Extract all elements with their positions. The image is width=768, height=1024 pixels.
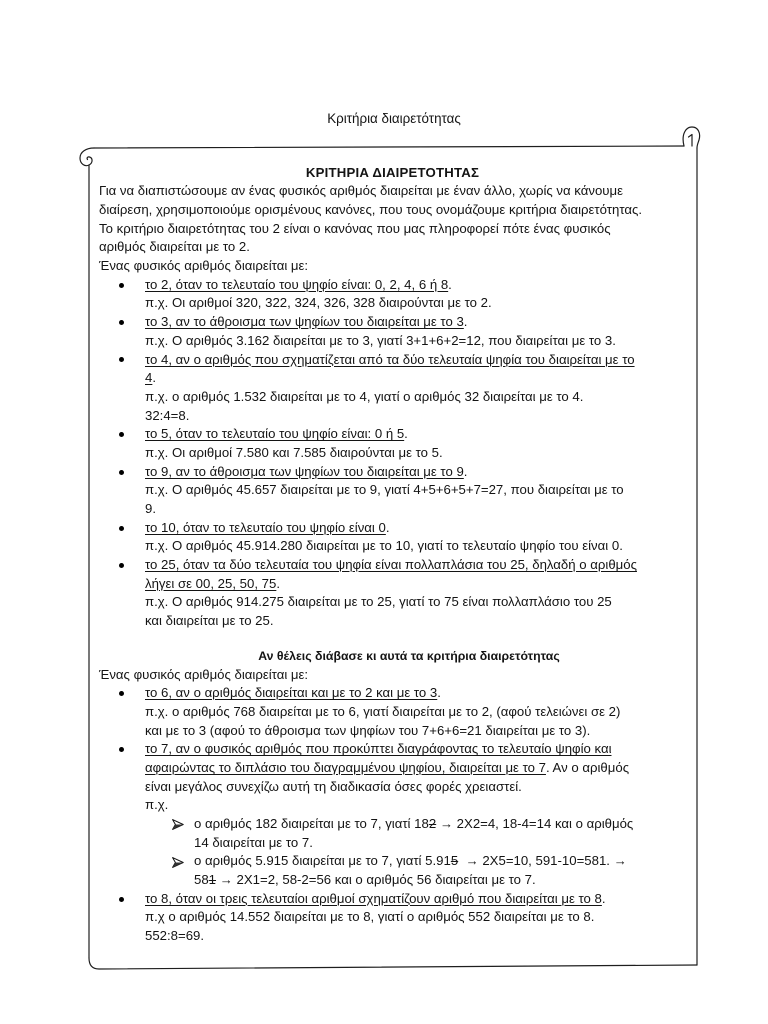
rule-end: . [463,314,468,330]
rule-text: το 6, αν ο αριθμός διαιρείται και με το 2 και με το 3 [145,685,438,701]
bullet-dot-icon [119,526,124,531]
struck-digit: 1 [208,872,217,888]
rule-end: . [448,276,452,292]
rule-text: το 25, όταν τα δύο τελευταία του ψηφία είναι πολλαπλάσια του 25, δηλαδή ο αριθμός [145,557,637,573]
scroll-top-edge [94,146,684,148]
rule-example: π.χ. Ο αριθμός 45.914.280 διαιρείται με το 10, γιατί το τελευταίο ψηφίο του είναι 0. [145,538,623,554]
rule-example: π.χ. Ο αριθμός 3.162 διαιρείται με το 3, γιατί 3+1+6+2=12, που διαιρείται με το 3. [145,332,616,348]
sub-example-continuation [88,871,697,890]
rule-item-by-10 [88,519,697,538]
bullet-dot-icon [119,283,124,288]
rule-example: και με το 3 (αφού το άθροισμα των ψηφίων του 7+6+6=21 διαιρείται με το 3). [145,722,591,738]
extra-lead-in: Ένας φυσικός αριθμός διαιρείται με: [99,666,309,682]
rule-example: 552:8=69. [145,928,205,944]
rule-note: π.χ. [145,797,169,813]
rule-text: το 2, όταν το τελευταίο του ψηφίο είναι: 0, 2, 4, 6 ή 8 [145,276,449,292]
intro-line: διαίρεση, χρησιμοποιούμε ορισμένους κανόνες, που τους ονομάζουμε κριτήρια διαιρετότητας. [99,202,642,218]
rule-example: π.χ. Οι αριθμοί 7.580 και 7.585 διαιρούνται με το 5. [145,444,443,460]
bullet-dot-icon [119,357,124,362]
sub-example-item [88,815,697,834]
scroll-top-right-roll [683,127,700,148]
bullet-dot-icon [119,691,124,696]
rule-text: το 8, όταν οι τρεις τελευταίοι αριθμοί σχηματίζουν αριθμό που διαιρείται με το 8 [145,890,602,906]
scroll-content [88,164,697,946]
arrow-bullet-icon [172,819,184,830]
sub-example-item [88,852,697,871]
bullet-dot-icon [119,470,124,475]
rule-example: π.χ. Οι αριθμοί 320, 322, 324, 326, 328 διαιρούνται με το 2. [145,295,492,311]
scroll-title: ΚΡΙΤΗΡΙΑ ΔΙΑΙΡΕΤΟΤΗΤΑΣ [305,164,480,180]
rule-end: . [385,519,390,535]
rule-example: π.χ. ο αριθμός 1.532 διαιρείται με το 4, γιατί ο αριθμός 32 διαιρείται με το 4. [145,388,584,404]
rule-item-by-9 [88,463,697,482]
rule-item-by-3 [88,313,697,332]
bullet-dot-icon [119,897,124,902]
rule-end: . [276,575,281,591]
rule-end: . [152,370,157,386]
rule-text: το 10, όταν το τελευταίο του ψηφίο είναι 0 [145,519,386,535]
rule-text: το 7, αν ο φυσικός αριθμός που προκύπτει διαγράφοντας το τελευταίο ψηφίο και [145,741,612,757]
struck-digit: 2 [428,816,437,832]
rule-item-by-25 [88,556,697,575]
rule-text-continuation [88,369,697,388]
rule-item-by-6 [88,684,697,703]
rule-item-by-5 [88,425,697,444]
sub-example-text: ο αριθμός 5.915 διαιρείται με το 7, γιατί 5.91 [194,853,451,869]
rule-end: . [437,685,441,701]
struck-digit: 5 [450,853,459,869]
rule-text: το 4, αν ο αριθμός που σχηματίζεται από τα δύο τελευταία ψηφία του διαιρείται με το [145,351,635,367]
sub-example-text: → 2Χ5=10, 591-10=581. → [458,853,627,869]
rule-end: . [601,890,606,906]
rule-text: το 3, αν το άθροισμα των ψηφίων του διαιρείται με το 3 [145,314,464,330]
rule-item-by-8 [88,890,697,909]
scroll-bottom-edge [89,958,697,969]
intro-line: Το κριτήριο διαιρετότητας του 2 είναι ο κανόνας που μας πληροφορεί πότε ένας φυσικός [99,220,611,236]
sub-example-continuation: 14 διαιρείται με το 7. [194,834,313,850]
rule-item-by-4 [88,351,697,370]
scroll-top-right-roll-inner [689,135,693,147]
bullet-dot-icon [119,432,124,437]
rule-example: 9. [145,501,156,517]
rule-note: είναι μεγάλος συνεχίζω αυτή τη διαδικασία όσες φορές χρειαστεί. [145,778,522,794]
intro-line: Για να διαπιστώσουμε αν ένας φυσικός αριθμός διαιρείται με έναν άλλο, χωρίς να κάνουμε [99,183,623,199]
rule-text: λήγει σε 00, 25, 50, 75 [145,575,277,591]
rule-end: . [404,426,408,442]
arrow-bullet-icon [172,857,184,868]
bullet-dot-icon [119,563,124,568]
bullet-dot-icon [119,320,124,325]
section-spacer [88,631,697,647]
bullet-dot-icon [119,747,124,752]
sub-example-text: ο αριθμός 182 διαιρείται με το 7, γιατί 18 [194,816,429,832]
rule-text: το 9, αν το άθροισμα των ψηφίων του διαιρείται με το 9 [145,463,464,479]
sub-example-text: → 2Χ1=2, 58-2=56 και ο αριθμός 56 διαιρείται με το 7. [216,872,536,888]
rule-end: . Αν ο αριθμός [545,759,630,775]
sub-example-text: 58 [194,872,209,888]
rule-example: π.χ ο αριθμός 14.552 διαιρείται με το 8, γιατί ο αριθμός 552 διαιρείται με το 8. [145,909,595,925]
rule-text: το 5, όταν το τελευταίο του ψηφίο είναι: 0 ή 5 [145,426,405,442]
rule-text: 4 [145,370,153,386]
rule-example: και διαιρείται με το 25. [145,613,274,629]
rule-example: 32:4=8. [145,407,190,423]
rule-end: . [463,463,468,479]
rule-example: π.χ. Ο αριθμός 914.275 διαιρείται με το 25, γιατί το 75 είναι πολλαπλάσιο του 25 [145,594,612,610]
page-header: Κριτήρια διαιρετότητας [327,111,461,126]
lead-in: Ένας φυσικός αριθμός διαιρείται με: [99,258,309,274]
rule-item-by-2 [88,276,697,295]
rule-text: αφαιρώντας το διπλάσιο του διαγραμμένου ψηφίου, διαιρείται με το 7 [145,759,546,775]
rule-item-by-7 [88,740,697,759]
rule-text-continuation [88,575,697,594]
extra-heading: Αν θέλεις διάβασε κι αυτά τα κριτήρια διαιρετότητας [258,648,560,663]
rule-text-continuation [88,759,697,778]
rule-example: π.χ. ο αριθμός 768 διαιρείται με το 6, γιατί διαιρείται με το 2, (αφού τελειώνει σε 2) [145,703,621,719]
intro-line: αριθμός διαιρείται με το 2. [99,239,250,255]
rule-example: π.χ. Ο αριθμός 45.657 διαιρείται με το 9, γιατί 4+5+6+5+7=27, που διαιρείται με το [145,482,624,498]
sub-example-text: → 2Χ2=4, 18-4=14 και ο αριθμός [436,816,634,832]
